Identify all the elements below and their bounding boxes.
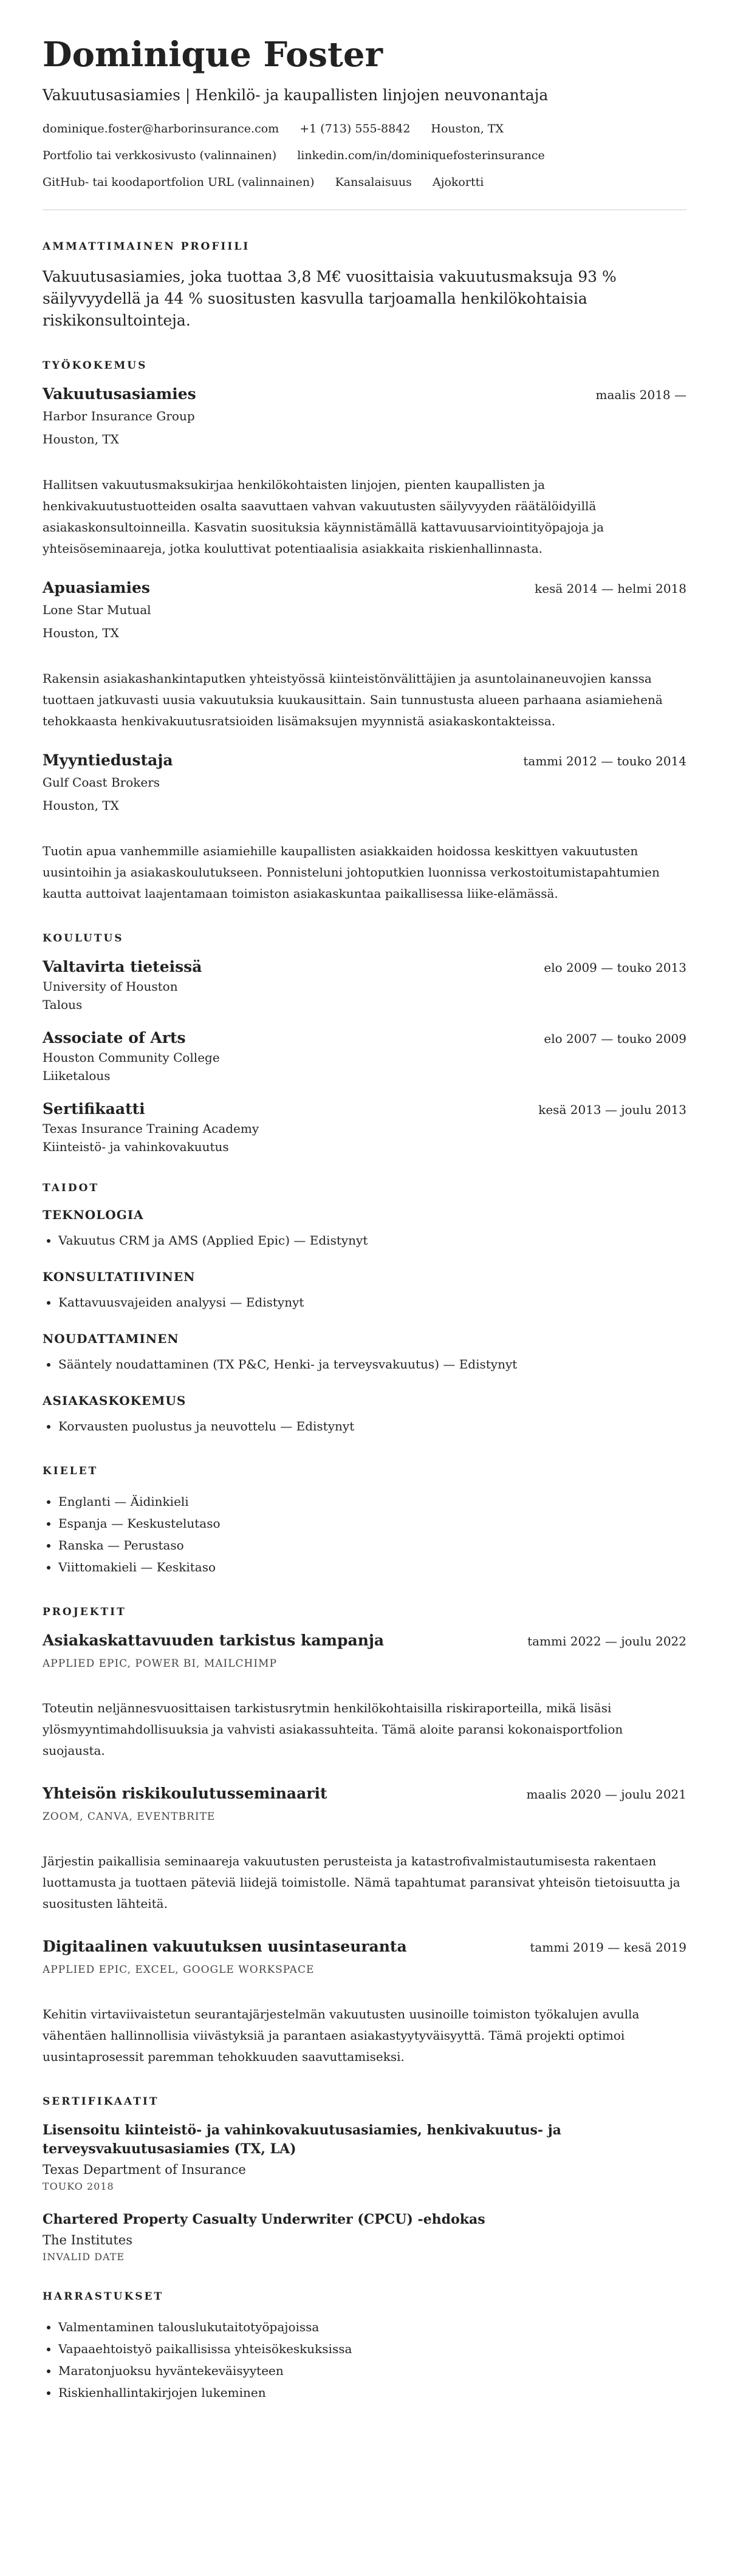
skill-category [43, 1208, 686, 1251]
project-tech: APPLIED EPIC, EXCEL, GOOGLE WORKSPACE [43, 1964, 315, 1976]
education-entry [43, 1100, 686, 1154]
candidate-headline: Vakuutusasiamies | Henkilö- ja kaupallisten linjojen neuvonantaja [43, 86, 549, 104]
certificate-date: INVALID DATE [43, 2250, 125, 2263]
job-location: Houston, TX [43, 432, 119, 447]
section-title: HARRASTUKSET [43, 2290, 164, 2303]
project-dates: maalis 2020 — joulu 2021 [526, 1787, 686, 1802]
certificates-section [43, 2096, 686, 2262]
experience-entry [43, 751, 686, 904]
project-dates: tammi 2019 — kesä 2019 [530, 1940, 686, 1955]
language-item: • Viittomakieli — Keskitaso [58, 1556, 686, 1578]
certificate-issuer: The Institutes [43, 2232, 132, 2247]
profile-section [43, 241, 686, 332]
hobbies-list [43, 2316, 686, 2403]
experience-entry [43, 385, 686, 559]
company-name: Lone Star Mutual [43, 603, 151, 618]
job-dates: maalis 2018 — [595, 388, 686, 403]
school-name: University of Houston [43, 979, 178, 994]
section-title: KOULUTUS [43, 932, 124, 945]
job-dates: kesä 2014 — helmi 2018 [535, 581, 686, 596]
contact-row-1 [43, 122, 686, 135]
projects-section [43, 1606, 686, 2068]
phone-number: +1 (713) 555-8842 [299, 121, 411, 135]
school-name: Texas Insurance Training Academy [43, 1121, 259, 1136]
school-name: Houston Community College [43, 1050, 220, 1065]
section-title: SERTIFIKAATIT [43, 2096, 159, 2108]
contact-row-2 [43, 149, 686, 162]
job-description: Tuotin apua vanhemmille asiamiehille kaupallisten asiakkaiden hoidossa keskittyen vakuutusten uusintoihin ja asiakaskoulutukseen. Ponnisteluni johtoputkien luonnissa verkostoitumistapahtumien kautta auttoivat laajentamaan toimiston asiakaskuntaa paikallisessa liike-elämässä. [43, 844, 660, 901]
languages-section [43, 1465, 686, 1578]
experience-section [43, 360, 686, 904]
study-field: Kiinteistö- ja vahinkovakuutus [43, 1139, 229, 1155]
education-entry [43, 1029, 686, 1083]
contact-row-3 [43, 176, 686, 189]
project-dates: tammi 2022 — joulu 2022 [527, 1634, 686, 1649]
language-item: • Englanti — Äidinkieli [58, 1491, 686, 1512]
hobby-item: • Valmentaminen talouslukutaitotyöpajoissa [58, 2316, 686, 2338]
location: Houston, TX [431, 121, 504, 135]
skill-category-name: ASIAKASKOKEMUS [43, 1393, 187, 1409]
certificate-entry [43, 2121, 686, 2192]
skill-category [43, 1331, 686, 1375]
skill-item: • Korvausten puolustus ja neuvottelu — Edistynyt [58, 1415, 686, 1437]
portfolio-link[interactable]: Portfolio tai verkkosivusto (valinnainen) [43, 148, 277, 162]
skill-item: • Kattavuusvajeiden analyysi — Edistynyt [58, 1291, 686, 1313]
section-title: PROJEKTIT [43, 1606, 126, 1619]
skill-item: • Sääntely noudattaminen (TX P&C, Henki- ja terveysvakuutus) — Edistynyt [58, 1353, 686, 1375]
citizenship: Kansalaisuus [335, 175, 412, 189]
skill-category-name: KONSULTATIIVINEN [43, 1269, 196, 1285]
project-description: Kehitin virtaviivaistetun seurantajärjestelmän vakuutusten uusinoille toimiston työkalujen avulla vähentäen hallinnollisia viivästyksiä ja parantaen asiakastyytyväisyyttä. Tämä projekti optimoi uusintaprosessit paremman tehokkuuden saavuttamiseksi. [43, 2007, 640, 2065]
drivers-license: Ajokortti [432, 175, 484, 189]
job-description: Hallitsen vakuutusmaksukirjaa henkilökohtaisten linjojen, pienten kaupallisten ja henkivakuutustuotteiden osalta saavuttaen vahvan vakuutusten säilyvyyden räätälöidyillä asiakaskonsultoinneilla. Kasvatin suosituksia käynnistämällä kattavuusarviointityöpajoja ja yhteisöseminaareja, jotka kouluttivat potentiaalisia asiakkaita riskienhallinnasta. [43, 477, 604, 556]
skill-category [43, 1393, 686, 1437]
linkedin-link[interactable]: linkedin.com/in/dominiquefosterinsurance [297, 148, 545, 162]
education-dates: elo 2007 — touko 2009 [544, 1031, 686, 1047]
hobby-item: • Maratonjuoksu hyväntekeväisyyteen [58, 2360, 686, 2382]
job-title: Myyntiedustaja [43, 751, 173, 770]
certificate-date: TOUKO 2018 [43, 2180, 114, 2192]
github-link[interactable]: GitHub- tai koodaportfolion URL (valinnainen) [43, 175, 315, 189]
profile-summary: Vakuutusasiamies, joka tuottaa 3,8 M€ vuosittaisia vakuutusmaksuja 93 % säilyvyydellä ja 44 % suositusten kasvulla tarjoamalla henkilökohtaisia riskikonsultointeja. [43, 267, 617, 330]
certificate-name: Chartered Property Casualty Underwriter (CPCU) -ehdokas [43, 2211, 485, 2227]
certificate-name: Lisensoitu kiinteistö- ja vahinkovakuutusasiamies, henkivakuutus- ja terveysvakuutusasiamies (TX, LA) [43, 2122, 561, 2157]
certificate-issuer: Texas Department of Insurance [43, 2162, 246, 2177]
education-dates: kesä 2013 — joulu 2013 [538, 1102, 686, 1118]
section-title: AMMATTIMAINEN PROFIILI [43, 240, 250, 253]
job-description: Rakensin asiakashankintaputken yhteistyössä kiinteistönvälittäjien ja asuntolainaneuvojien kanssa tuottaen jatkuvasti uusia vakuutuksia kuukausittain. Sain tunnustusta alueen parhaana asiamiehenä tehokkaasta henkivakuutusratsioiden lisämaksujen myynnistä asiakaskontakteissa. [43, 671, 663, 729]
section-title: KIELET [43, 1465, 98, 1478]
education-section [43, 932, 686, 1154]
skill-item: • Vakuutus CRM ja AMS (Applied Epic) — Edistynyt [58, 1229, 686, 1251]
degree-title: Valtavirta tieteissä [43, 958, 202, 976]
study-field: Talous [43, 997, 83, 1013]
degree-title: Associate of Arts [43, 1029, 186, 1047]
project-description: Järjestin paikallisia seminaareja vakuutusten perusteista ja katastrofivalmistautumisesta rakentaen luottamusta ja tuottaen päteviä liidejä toimistolle. Nämä tapahtumat paransivat yhteisön tietoisuutta ja suositusten lähteitä. [43, 1854, 680, 1912]
degree-title: Sertifikaatti [43, 1100, 145, 1118]
languages-list [43, 1491, 686, 1578]
company-name: Harbor Insurance Group [43, 409, 195, 424]
project-tech: APPLIED EPIC, POWER BI, MAILCHIMP [43, 1658, 277, 1670]
resume-header [43, 36, 686, 189]
education-dates: elo 2009 — touko 2013 [544, 960, 686, 975]
project-description: Toteutin neljännesvuosittaisen tarkistusrytmin henkilökohtaisilla riskiraporteilla, mikä lisäsi ylösmyyntimahdollisuuksia ja vahvisti asiakassuhteita. Tämä aloite paransi kokonaisportfolion suojausta. [43, 1701, 623, 1758]
experience-entry [43, 579, 686, 732]
hobbies-section [43, 2291, 686, 2403]
section-title: TAIDOT [43, 1182, 100, 1195]
hobby-item: • Riskienhallintakirjojen lukeminen [58, 2382, 686, 2403]
hobby-item: • Vapaaehtoistyö paikallisissa yhteisökeskuksissa [58, 2338, 686, 2360]
job-location: Houston, TX [43, 798, 119, 813]
company-name: Gulf Coast Brokers [43, 775, 160, 790]
job-title: Vakuutusasiamies [43, 385, 196, 403]
project-entry [43, 1785, 686, 1915]
job-title: Apuasiamies [43, 579, 150, 597]
skill-category-name: NOUDATTAMINEN [43, 1331, 179, 1347]
language-item: • Ranska — Perustaso [58, 1534, 686, 1556]
skill-category [43, 1269, 686, 1313]
skills-section [43, 1182, 686, 1437]
certificate-entry [43, 2210, 686, 2263]
education-entry [43, 958, 686, 1012]
project-name: Digitaalinen vakuutuksen uusintaseuranta [43, 1938, 407, 1956]
job-location: Houston, TX [43, 626, 119, 641]
project-entry [43, 1631, 686, 1761]
job-dates: tammi 2012 — touko 2014 [523, 754, 686, 769]
study-field: Liiketalous [43, 1068, 111, 1084]
project-name: Asiakaskattavuuden tarkistus kampanja [43, 1631, 385, 1650]
section-title: TYÖKOKEMUS [43, 360, 148, 372]
project-name: Yhteisön riskikoulutusseminaarit [43, 1785, 327, 1803]
language-item: • Espanja — Keskustelutaso [58, 1512, 686, 1534]
candidate-name: Dominique Foster [43, 35, 383, 75]
email-link[interactable]: dominique.foster@harborinsurance.com [43, 121, 279, 135]
project-entry [43, 1938, 686, 2068]
project-tech: ZOOM, CANVA, EVENTBRITE [43, 1811, 216, 1823]
skill-category-name: TEKNOLOGIA [43, 1208, 144, 1223]
